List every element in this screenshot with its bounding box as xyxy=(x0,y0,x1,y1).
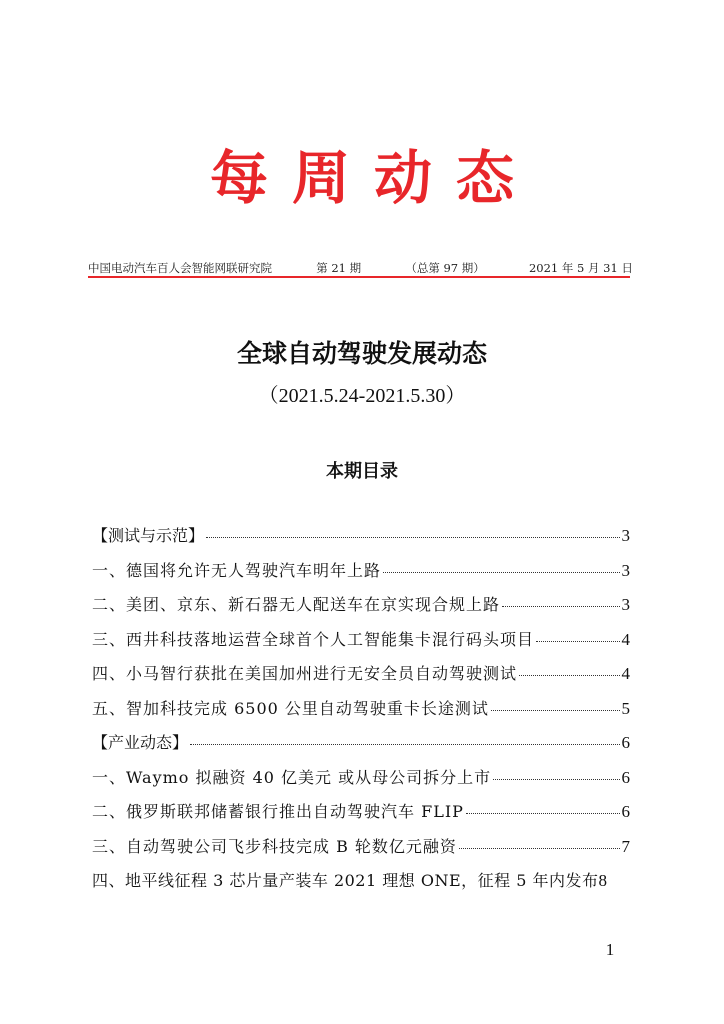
toc-entry-text: 四、地平线征程 3 芯片量产装车 2021 理想 ONE，征程 5 年内发布 xyxy=(92,871,599,890)
issue-info-line xyxy=(88,260,633,276)
toc-section-entry[interactable] xyxy=(92,730,630,765)
toc-entry-text: 三、西井科技落地运营全球首个人工智能集卡混行码头项目 xyxy=(92,629,535,649)
toc-entry-text: 五、智加科技完成 6500 公里自动驾驶重卡长途测试 xyxy=(92,698,489,718)
toc-dot-leader xyxy=(491,710,620,711)
toc-entry-page: 3 xyxy=(621,595,630,614)
toc-entry[interactable] xyxy=(92,799,630,834)
table-of-contents xyxy=(92,523,630,903)
toc-dot-leader xyxy=(190,744,619,745)
issue-date: 2021 年 5 月 31 日 xyxy=(528,261,633,275)
toc-entry-page: 4 xyxy=(621,629,630,649)
toc-dot-leader xyxy=(493,779,619,780)
toc-entry-page: 5 xyxy=(621,698,630,718)
toc-dot-leader xyxy=(519,675,619,676)
toc-dot-leader xyxy=(459,848,620,849)
toc-entry[interactable] xyxy=(92,834,630,869)
toc-dot-leader xyxy=(536,641,619,642)
toc-entry-page: 6 xyxy=(621,802,630,821)
header-divider xyxy=(88,276,630,278)
toc-entry-page: 3 xyxy=(621,560,630,580)
toc-entry[interactable] xyxy=(92,661,630,696)
toc-entry-text: 四、小马智行获批在美国加州进行无安全员自动驾驶测试 xyxy=(92,664,518,683)
toc-entry[interactable] xyxy=(92,558,630,593)
toc-entry[interactable] xyxy=(92,592,630,627)
document-date-range: （2021.5.24-2021.5.30） xyxy=(258,385,466,407)
page-number: 1 xyxy=(605,940,615,959)
masthead-title: 每周动态 xyxy=(209,144,538,212)
toc-heading: 本期目录 xyxy=(326,461,398,482)
toc-section-entry[interactable] xyxy=(92,523,630,558)
toc-entry-page: 6 xyxy=(621,733,630,752)
toc-entry[interactable] xyxy=(92,627,630,662)
total-issue-number: （总第 97 期） xyxy=(405,261,485,275)
toc-entry-text: 二、美团、京东、新石器无人配送车在京实现合规上路 xyxy=(92,595,501,614)
organization-name: 中国电动汽车百人会智能网联研究院 xyxy=(88,261,272,275)
toc-dot-leader xyxy=(383,572,619,573)
toc-entry-page: 4 xyxy=(621,664,630,683)
toc-entry-text: 三、自动驾驶公司飞步科技完成 B 轮数亿元融资 xyxy=(92,836,457,856)
toc-dot-leader xyxy=(206,537,619,538)
toc-entry[interactable] xyxy=(92,868,630,903)
issue-number: 第 21 期 xyxy=(316,261,362,275)
toc-entry-text: 【测试与示范】 xyxy=(92,526,205,545)
toc-entry[interactable] xyxy=(92,765,630,800)
document-title: 全球自动驾驶发展动态 xyxy=(236,339,487,368)
toc-dot-leader xyxy=(502,606,619,607)
toc-entry-text: 【产业动态】 xyxy=(92,733,189,752)
toc-dot-leader xyxy=(466,813,620,814)
toc-entry[interactable] xyxy=(92,696,630,731)
toc-entry-text: 二、俄罗斯联邦储蓄银行推出自动驾驶汽车 FLIP xyxy=(92,802,464,821)
toc-entry-page: 8 xyxy=(598,871,607,890)
toc-entry-page: 3 xyxy=(621,526,630,545)
toc-entry-page: 6 xyxy=(621,767,630,787)
toc-entry-text: 一、Waymo 拟融资 40 亿美元 或从母公司拆分上市 xyxy=(92,767,492,787)
toc-entry-text: 一、德国将允许无人驾驶汽车明年上路 xyxy=(92,560,382,580)
toc-entry-page: 7 xyxy=(621,836,630,856)
